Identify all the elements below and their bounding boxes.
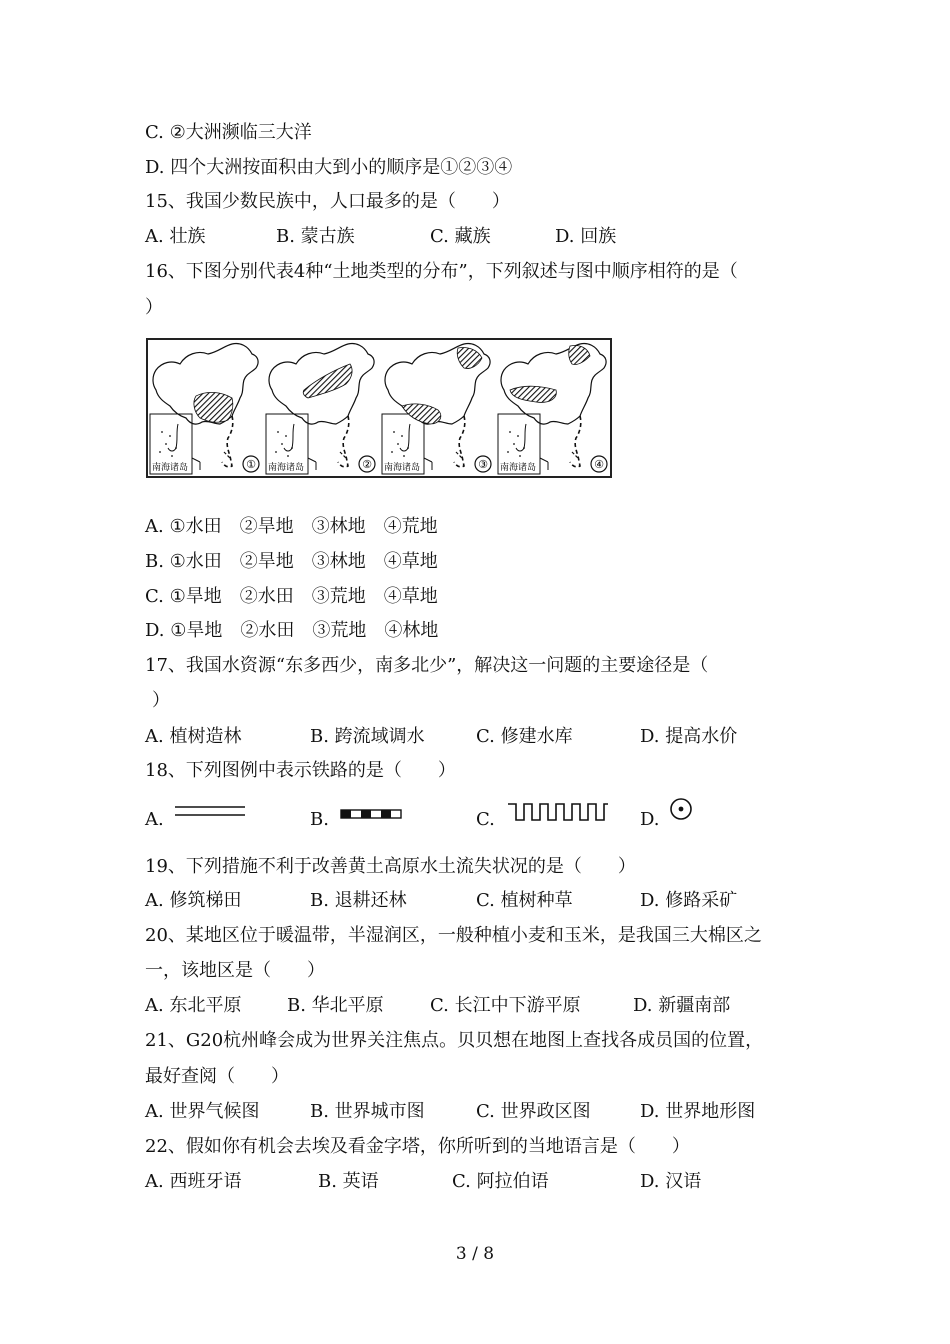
land-use-map-2: [264, 340, 379, 476]
q20-option-a: A. 东北平原: [145, 995, 242, 1016]
land-use-map-strip: [146, 338, 612, 478]
wall-symbol-icon: [506, 800, 610, 824]
question-18: 18、下列图例中表示铁路的是（ ）: [145, 760, 456, 781]
q16-option-b: B. ①水田 ②旱地 ③林地 ④草地: [145, 551, 438, 572]
double-line-symbol-icon: [174, 803, 246, 819]
q22-option-c: C. 阿拉伯语: [452, 1171, 549, 1192]
question-21: 21、G20杭州峰会成为世界关注焦点。贝贝想在地图上查找各成员国的位置，: [145, 1030, 764, 1051]
question-16: 16、下图分别代表4种“土地类型的分布”，下列叙述与图中顺序相符的是（: [145, 261, 738, 282]
q18-option-b: B.: [310, 809, 329, 830]
q20-option-d: D. 新疆南部: [633, 995, 731, 1016]
q19-option-c: C. 植树种草: [476, 890, 573, 911]
question-16-cont: ）: [145, 297, 163, 318]
q21-option-c: C. 世界政区图: [476, 1101, 591, 1122]
inset-label: 南海诸岛: [268, 463, 305, 473]
q19-option-d: D. 修路采矿: [640, 890, 738, 911]
inset-label: 南海诸岛: [500, 463, 537, 473]
q14-option-d: D. 四个大洲按面积由大到小的顺序是①②③④: [145, 157, 513, 178]
map-number: ③: [478, 458, 488, 471]
land-use-map-3: [380, 340, 495, 476]
q20-option-b: B. 华北平原: [287, 995, 384, 1016]
q15-option-d: D. 回族: [555, 226, 617, 247]
land-use-map-4: [496, 340, 611, 476]
land-use-map-1: [148, 340, 263, 476]
q15-option-b: B. 蒙古族: [276, 226, 355, 247]
q18-option-c: C.: [476, 809, 495, 830]
map-number: ①: [246, 458, 256, 471]
q15-option-a: A. 壮族: [145, 226, 206, 247]
q15-option-c: C. 藏族: [430, 226, 491, 247]
question-15: 15、我国少数民族中，人口最多的是（ ）: [145, 191, 510, 212]
q16-option-c: C. ①旱地 ②水田 ③荒地 ④草地: [145, 586, 438, 607]
q16-option-d: D. ①旱地 ②水田 ③荒地 ④林地: [145, 620, 439, 641]
q17-option-d: D. 提高水价: [640, 726, 738, 747]
question-21-cont: 最好查阅（ ）: [145, 1066, 289, 1087]
map-number: ②: [362, 458, 372, 471]
q21-option-b: B. 世界城市图: [310, 1101, 425, 1122]
q21-option-a: A. 世界气候图: [145, 1101, 260, 1122]
page-number: 3 / 8: [455, 1244, 495, 1264]
q16-option-a: A. ①水田 ②旱地 ③林地 ④荒地: [145, 516, 438, 537]
q19-option-a: A. 修筑梯田: [145, 890, 242, 911]
question-19: 19、下列措施不利于改善黄土高原水土流失状况的是（ ）: [145, 856, 636, 877]
q22-option-b: B. 英语: [318, 1171, 379, 1192]
q17-option-a: A. 植树造林: [145, 726, 242, 747]
q14-option-c: C. ②大洲濒临三大洋: [145, 122, 312, 143]
q20-option-c: C. 长江中下游平原: [430, 995, 581, 1016]
railway-symbol-icon: [340, 808, 402, 820]
question-17-cont: ）: [152, 690, 170, 711]
q18-option-a: A.: [145, 809, 164, 830]
map-number: ④: [594, 458, 604, 471]
question-20-cont: 一，该地区是（ ）: [145, 960, 325, 981]
q17-option-c: C. 修建水库: [476, 726, 573, 747]
inset-label: 南海诸岛: [384, 463, 421, 473]
question-20: 20、某地区位于暖温带，半湿润区，一般种植小麦和玉米，是我国三大棉区之: [145, 925, 762, 946]
question-17: 17、我国水资源“东多西少，南多北少”，解决这一问题的主要途径是（: [145, 655, 709, 676]
q22-option-d: D. 汉语: [640, 1171, 702, 1192]
city-point-symbol-icon: [668, 796, 694, 822]
q17-option-b: B. 跨流域调水: [310, 726, 425, 747]
q22-option-a: A. 西班牙语: [145, 1171, 242, 1192]
q19-option-b: B. 退耕还林: [310, 890, 407, 911]
question-22: 22、假如你有机会去埃及看金字塔，你所听到的当地语言是（ ）: [145, 1136, 690, 1157]
q18-option-d: D.: [640, 809, 660, 830]
inset-label: 南海诸岛: [152, 463, 189, 473]
q21-option-d: D. 世界地形图: [640, 1101, 756, 1122]
